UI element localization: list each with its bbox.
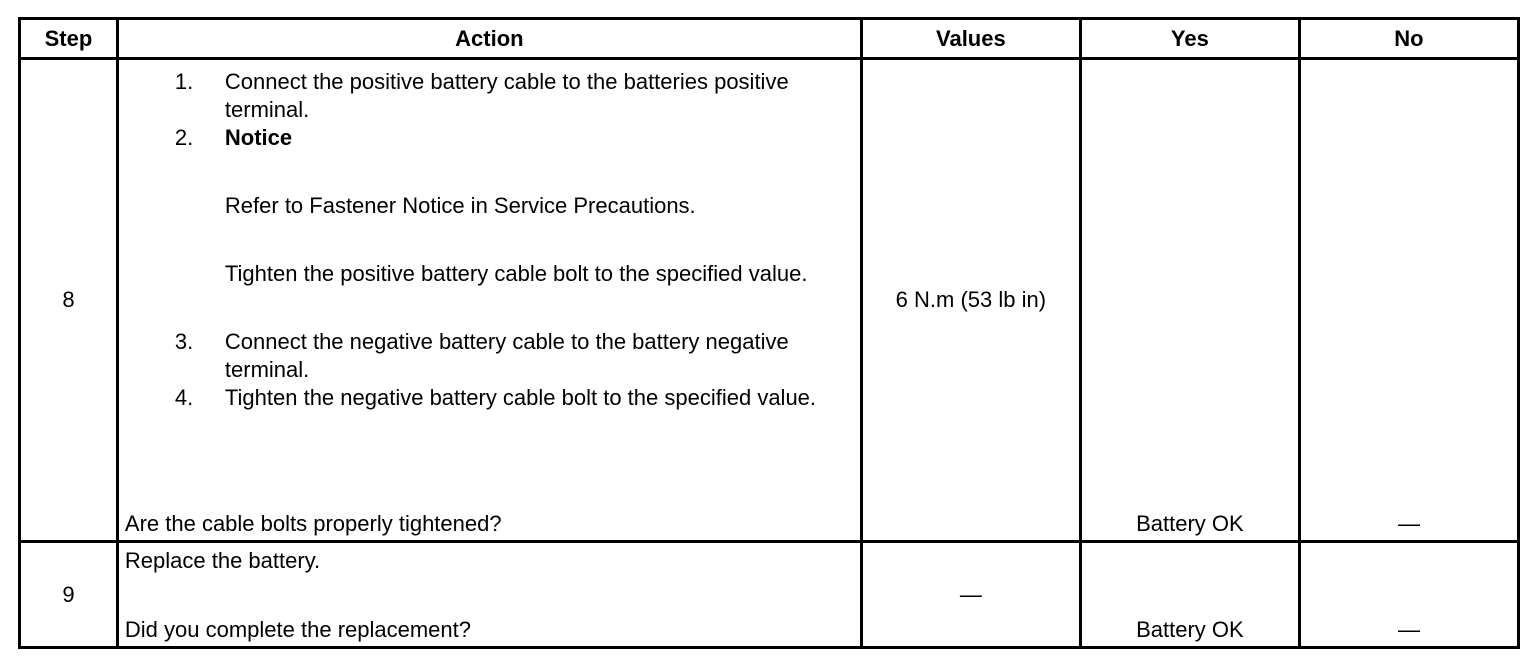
step-text: Connect the positive battery cable to the batteries positive terminal. bbox=[224, 69, 789, 122]
question-text: Are the cable bolts properly tightened? bbox=[124, 511, 502, 536]
header-row bbox=[20, 19, 1519, 59]
yes-result: Battery OK bbox=[1136, 511, 1244, 536]
header-action: Action bbox=[117, 19, 861, 59]
step-number: 9 bbox=[62, 581, 75, 607]
step-index: 1. bbox=[174, 69, 194, 94]
yes-result: Battery OK bbox=[1136, 617, 1244, 642]
step-cell bbox=[20, 59, 118, 542]
no-cell bbox=[1299, 542, 1518, 648]
diagnostic-table bbox=[18, 17, 1520, 649]
step-text: Connect the negative battery cable to the battery negative terminal. bbox=[224, 329, 789, 382]
question-text: Did you complete the replacement? bbox=[124, 617, 471, 642]
values-cell bbox=[861, 542, 1080, 648]
yes-cell bbox=[1080, 59, 1299, 542]
header-no: No bbox=[1299, 19, 1518, 59]
header-step: Step bbox=[20, 19, 118, 59]
torque-value: 6 N.m (53 lb in) bbox=[895, 287, 1047, 312]
action-cell bbox=[117, 59, 861, 542]
no-cell bbox=[1299, 59, 1518, 542]
action-step bbox=[125, 68, 854, 124]
tighten-text: Tighten the positive battery cable bolt to the specified value. bbox=[224, 261, 808, 286]
step-cell bbox=[20, 542, 118, 648]
step-index: 3. bbox=[174, 329, 194, 354]
step-index: 4. bbox=[174, 385, 194, 410]
action-steps-list bbox=[125, 68, 854, 152]
values-cell bbox=[861, 59, 1080, 542]
action-step bbox=[125, 328, 854, 384]
no-result: — bbox=[1397, 511, 1420, 536]
action-text: Replace the battery. bbox=[124, 548, 321, 573]
action-cell bbox=[117, 542, 861, 648]
values-text: — bbox=[959, 581, 982, 607]
step-number: 8 bbox=[62, 287, 75, 312]
header-yes: Yes bbox=[1080, 19, 1299, 59]
action-steps-list bbox=[125, 328, 854, 412]
header-values: Values bbox=[861, 19, 1080, 59]
table-row bbox=[20, 59, 1519, 542]
yes-cell bbox=[1080, 542, 1299, 648]
no-result: — bbox=[1397, 617, 1420, 642]
action-step bbox=[125, 384, 854, 412]
notice-heading: Notice bbox=[224, 125, 293, 150]
step-index: 2. bbox=[174, 125, 194, 150]
action-step bbox=[125, 124, 854, 152]
step-text: Tighten the negative battery cable bolt to the specified value. bbox=[224, 385, 817, 410]
notice-text: Refer to Fastener Notice in Service Precautions. bbox=[224, 193, 696, 218]
table-row bbox=[20, 542, 1519, 648]
